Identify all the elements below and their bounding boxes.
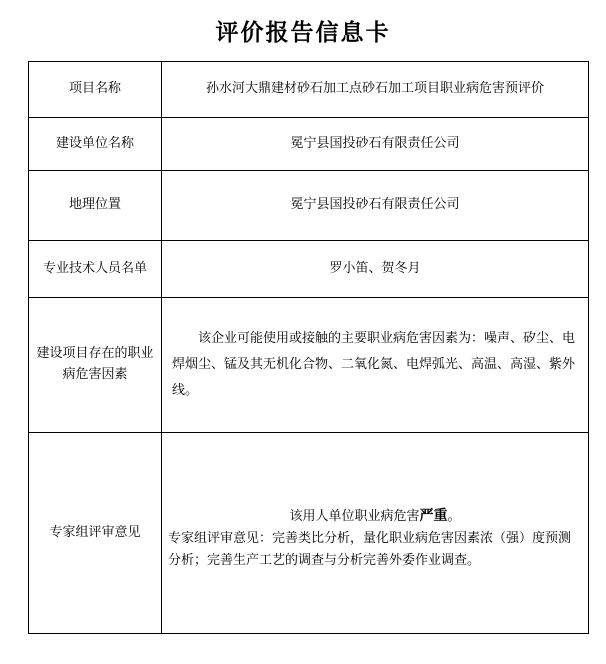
expert-opinion-cell — [162, 433, 589, 634]
severity-level: 严重 — [419, 508, 448, 525]
severity-prefix: 该用人单位职业病危害 — [289, 509, 420, 525]
construction-unit-label: 建设单位名称 — [29, 118, 162, 171]
project-name-value: 孙水河大鼎建材砂石加工点砂石加工项目职业病危害预评价 — [162, 62, 589, 118]
staff-list-label: 专业技术人员名单 — [29, 241, 162, 298]
card-title: 评价报告信息卡 — [215, 19, 391, 46]
expert-opinion-detail: 专家组评审意见：完善类比分析，量化职业病危害因素浓（强）度预测分析；完善生产工艺的调查与分析完善外委作业调查。 — [168, 531, 572, 568]
expert-opinion-value — [168, 495, 582, 571]
construction-unit-value: 冕宁县国投砂石有限责任公司 — [162, 118, 589, 171]
staff-list-value: 罗小笛、贺冬月 — [162, 241, 589, 298]
table-row — [29, 62, 589, 118]
hazard-factors-value: 该企业可能使用或接触的主要职业病危害因素为：噪声、矽尘、电焊烟尘、锰及其无机化合物、二氧化氮、电焊弧光、高温、高湿、紫外线。 — [172, 331, 576, 398]
expert-opinion-label: 专家组评审意见 — [29, 433, 162, 634]
table-row — [29, 171, 589, 241]
hazard-severity-statement — [168, 505, 582, 528]
info-card-table — [28, 61, 589, 634]
project-name-label: 项目名称 — [29, 62, 162, 118]
table-row — [29, 118, 589, 171]
table-row — [29, 241, 589, 298]
hazard-factors-cell — [162, 298, 589, 433]
location-value: 冕宁县国投砂石有限责任公司 — [162, 171, 589, 241]
severity-suffix: 。 — [447, 509, 461, 525]
location-label: 地理位置 — [29, 171, 162, 241]
hazard-factors-label: 建设项目存在的职业病危害因素 — [29, 298, 162, 433]
table-row — [29, 298, 589, 433]
table-row — [29, 433, 589, 634]
